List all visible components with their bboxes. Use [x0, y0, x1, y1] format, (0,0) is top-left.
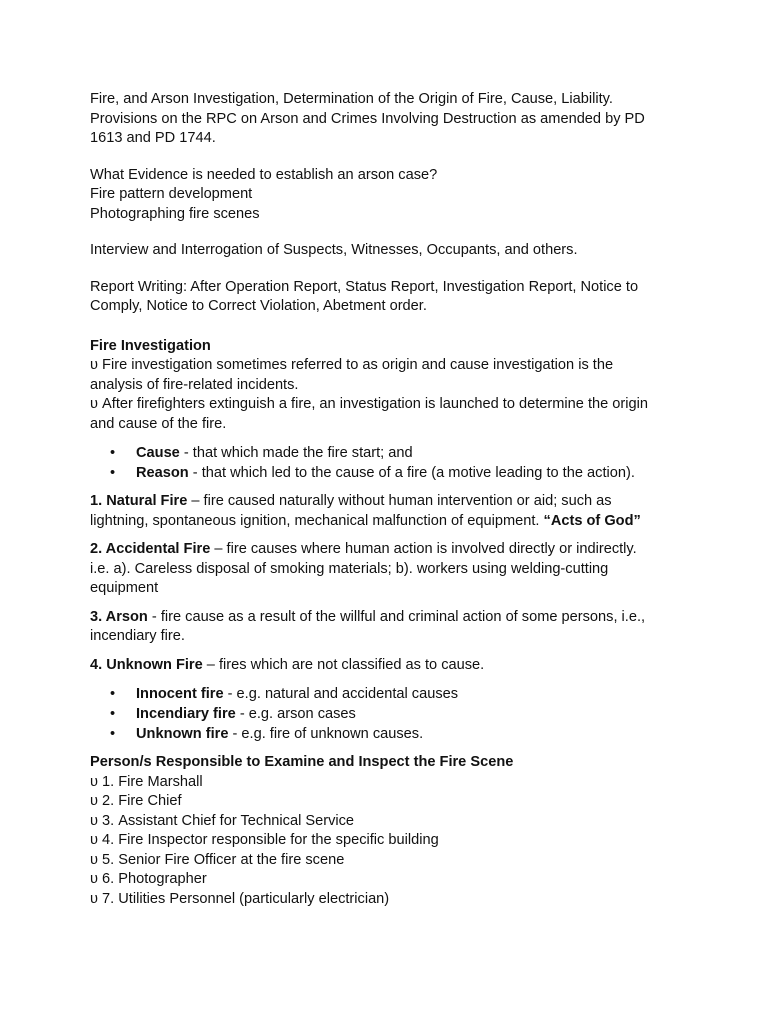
classification-text: – fires which are not classified as to cause. [202, 656, 485, 673]
classification-natural [90, 492, 690, 531]
classification-text: lightning, spontaneous ignition, mechanical malfunction of equipment. [90, 512, 544, 529]
topic-line: Fire, and Arson Investigation, Determination of the Origin of Fire, Cause, Liability. [90, 91, 613, 107]
responsible-heading: Person/s Responsible to Examine and Inspect the Fire Scene [90, 754, 514, 770]
list-item [110, 704, 690, 724]
upsilon-marker: υ [90, 793, 98, 809]
bullet-icon: • [110, 726, 116, 742]
evidence-line: Photographing fire scenes [90, 205, 260, 222]
classification-unknown [90, 656, 690, 676]
list-item [110, 443, 690, 463]
report-line: Report Writing: After Operation Report, Status Report, Investigation Report, Notice to [90, 278, 639, 295]
bullet-icon: • [110, 686, 116, 702]
bullet-icon: • [110, 445, 116, 461]
list-item [110, 724, 690, 744]
upsilon-marker: υ [90, 773, 98, 790]
list-text: - that which led to the cause of a fire (a motive leading to the action). [188, 465, 635, 481]
list-item: υ 7. Utilities Personnel (particularly electrician) [90, 890, 390, 907]
list-term: Cause [136, 445, 180, 461]
list-item: υ 1. Fire Marshall [90, 773, 203, 790]
list-item: υ 3. Assistant Chief for Technical Service [90, 812, 355, 829]
list-item: υ 5. Senior Fire Officer at the fire scene [90, 851, 345, 868]
classification-term: 1. Natural Fire [90, 493, 188, 509]
bullet-icon: • [110, 465, 116, 481]
interview-line: Interview and Interrogation of Suspects, Witnesses, Occupants, and others. [90, 242, 578, 258]
fire-investigation-heading: Fire Investigation [90, 337, 211, 354]
evidence-line: Fire pattern development [90, 186, 253, 202]
classification-text: i.e. a). Careless disposal of smoking materials; b). workers using welding-cutting [90, 560, 609, 577]
upsilon-marker: υ [90, 396, 98, 412]
upsilon-marker: υ [90, 890, 98, 907]
topic-line: 1613 and PD 1744. [90, 130, 216, 146]
list-item: υ 6. Photographer [90, 871, 207, 887]
list-term: Incendiary fire [136, 706, 236, 722]
list-item [110, 684, 690, 704]
upsilon-marker: υ [90, 871, 98, 887]
list-term: Unknown fire [136, 726, 229, 742]
topic-line: Provisions on the RPC on Arson and Crimes Involving Destruction as amended by PD [90, 110, 645, 127]
classification-arson [90, 608, 690, 647]
list-term: Innocent fire [136, 686, 224, 702]
topic-paragraph [90, 90, 690, 149]
fire-investigation-body [90, 356, 690, 434]
list-term: Reason [136, 465, 189, 481]
list-item: υ 2. Fire Chief [90, 793, 182, 809]
classification-text: - fire cause as a result of the willful and criminal action of some persons, i.e., [147, 608, 646, 625]
upsilon-marker: υ [90, 357, 98, 373]
list-text: - e.g. natural and accidental causes [223, 686, 459, 702]
classification-text: incendiary fire. [90, 628, 185, 644]
upsilon-marker: υ [90, 851, 98, 868]
report-paragraph [90, 278, 690, 317]
bullet-icon: • [110, 706, 116, 722]
list-item: υ 4. Fire Inspector responsible for the specific building [90, 832, 439, 848]
body-line: analysis of fire-related incidents. [90, 376, 299, 393]
list-item [110, 463, 690, 483]
cause-reason-list [90, 443, 690, 483]
list-text: - e.g. arson cases [235, 706, 356, 722]
upsilon-marker: υ [90, 832, 98, 848]
evidence-line: What Evidence is needed to establish an arson case? [90, 166, 438, 183]
list-text: - that which made the fire start; and [179, 445, 413, 461]
classification-text: – fire caused naturally without human intervention or aid; such as [187, 493, 612, 509]
body-line: After firefighters extinguish a fire, an investigation is launched to determine the origin [102, 396, 648, 412]
body-line: Fire investigation sometimes referred to as origin and cause investigation is the [102, 357, 614, 373]
responsible-list [90, 773, 690, 910]
classification-term: 3. Arson [90, 608, 148, 625]
classification-text: – fire causes where human action is involved directly or indirectly. [210, 541, 637, 557]
evidence-paragraph [90, 166, 690, 225]
classification-term: 2. Accidental Fire [90, 541, 211, 557]
document-page [90, 90, 690, 909]
report-line: Comply, Notice to Correct Violation, Abetment order. [90, 298, 427, 314]
fire-types-list [90, 684, 690, 744]
acts-of-god-emphasis: “Acts of God” [543, 512, 641, 529]
body-line: and cause of the fire. [90, 415, 227, 432]
classification-accidental [90, 540, 690, 599]
classification-text: equipment [90, 580, 159, 596]
classification-term: 4. Unknown Fire [90, 656, 203, 673]
upsilon-marker: υ [90, 812, 98, 829]
list-text: - e.g. fire of unknown causes. [228, 726, 424, 742]
